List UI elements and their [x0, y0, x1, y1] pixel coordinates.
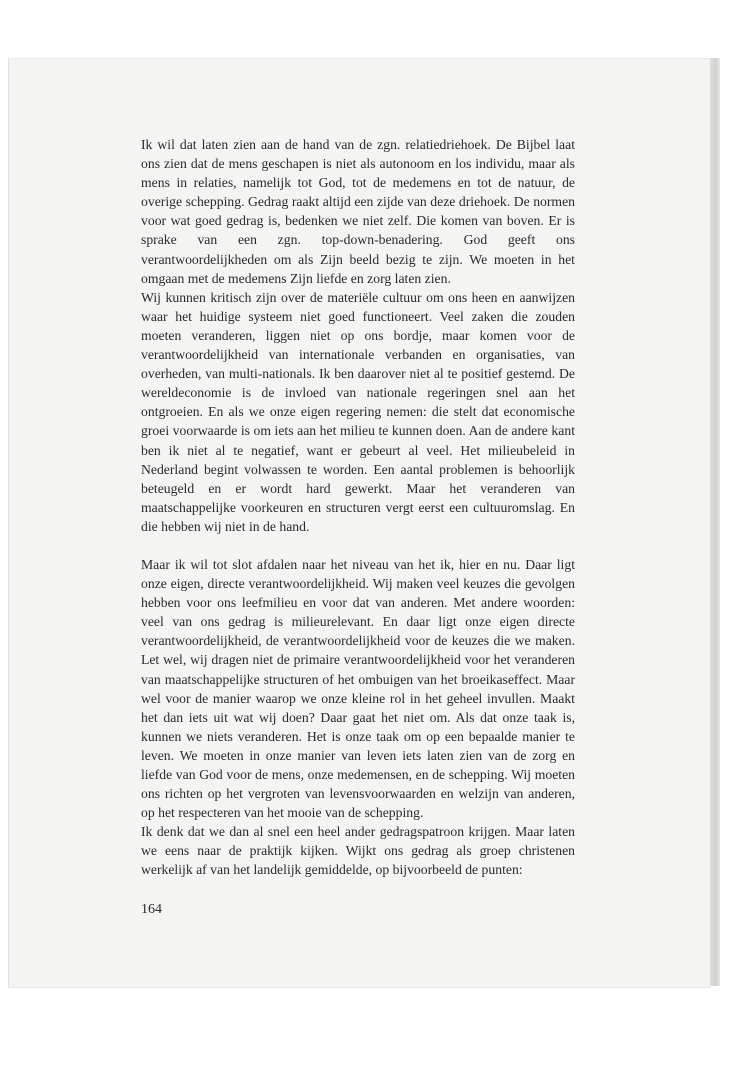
page-edge-shadow [710, 58, 720, 986]
paragraph-materiele-cultuur: Wij kunnen kritisch zijn over de materiële cultuur om ons heen en aanwijzen waar het huidige systeem niet goed functioneert. Veel zaken die zouden moeten veranderen, liggen niet op ons bordje, maar komen voor de verantwoordelijkheid van internationale verbanden en organisaties, van overheden, van multi-nationals. Ik ben daarover niet al te positief gestemd. De wereldeconomie is de invloed van nationale regeringen snel aan het ontgroeien. En als we onze eigen regering nemen: die stelt dat economische groei voorwaarde is om iets aan het milieu te kunnen doen. Aan de andere kant ben ik niet al te negatief, want er gebeurt al veel. Het milieubeleid in Nederland begint volwassen te worden. Een aantal problemen is behoorlijk beteugeld en er wordt hard gewerkt. Maar het veranderen van maatschappelijke voorkeuren en structuren vergt eerst een cultuuromslag. En die hebben wij niet in de hand. [141, 289, 575, 534]
paragraph-eigen-verantwoordelijkheid: Maar ik wil tot slot afdalen naar het niveau van het ik, hier en nu. Daar ligt onze eigen, directe verantwoordelijkheid. Wij maken veel keuzes die gevolgen hebben voor ons leefmilieu en voor dat van anderen. Met andere woorden: veel van ons gedrag is milieurelevant. En daar ligt onze eigen directe verantwoordelijkheid, de verantwoordelijkheid voor de keuzes die we maken. Let wel, wij dragen niet de primaire verantwoordelijkheid voor het veranderen van maatschappelijke structuren of het ombuigen van het broeikaseffect. Maar wel voor de manier waarop we onze kleine rol in het geheel invullen. Maakt het dan iets uit wat wij doen? Daar gaat het niet om. Als dat onze taak is, kunnen we niets veranderen. Het is onze taak om op een bepaalde manier te leven. We moeten in onze manier van leven iets laten zien van de zorg en liefde van God voor de mens, onze medemensen, en de schepping. Wij moeten ons richten op het vergroten van levensvoorwaarden en welzijn van anderen, op het respecteren van het mooie van de schepping. [141, 556, 575, 821]
body-text [141, 135, 575, 880]
paragraph-gedragspatroon: Ik denk dat we dan al snel een heel ander gedragspatroon krijgen. Maar laten we eens naar de praktijk kijken. Wijkt ons gedrag als groep christenen werkelijk af van het landelijk gemiddelde, op bijvoorbeeld de punten: [141, 824, 575, 878]
paragraph-relatiedriehoek: Ik wil dat laten zien aan de hand van de zgn. relatiedriehoek. De Bijbel laat ons zien dat de mens geschapen is niet als autonoom en los individu, maar als mens in relaties, namelijk tot God, tot de medemens en tot de natuur, de overige schepping. Gedrag raakt altijd een zijde van deze driehoek. De normen voor wat goed gedrag is, bedenken we niet zelf. Die komen van boven. Er is sprake van een zgn. top-down-benadering. God geeft ons verantwoordelijkheden om als Zijn beeld bezig te zijn. We moeten in het omgaan met de medemens Zijn liefde en zorg laten zien. [141, 137, 575, 286]
page-number: 164 [141, 902, 162, 917]
